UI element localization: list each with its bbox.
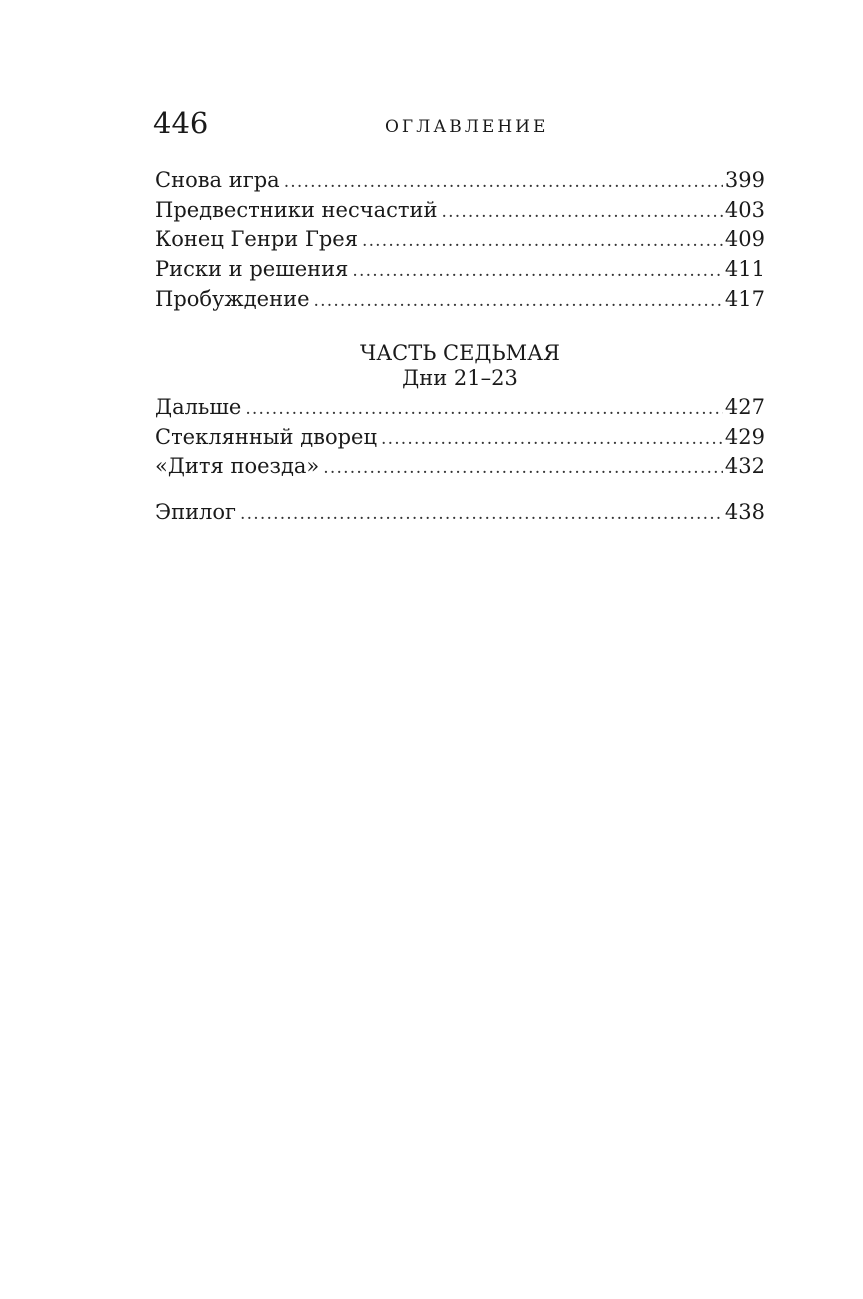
- dot-leader: [240, 500, 723, 530]
- toc-entry: [155, 255, 765, 285]
- toc-entry-page: 409: [724, 227, 765, 252]
- toc-entry: [155, 166, 765, 196]
- toc-entry-page: 438: [724, 500, 765, 524]
- dot-leader: [323, 454, 723, 484]
- toc-entry-page: 411: [724, 257, 765, 282]
- toc-entry-title: Эпилог: [155, 500, 237, 524]
- toc-entry-title: Пробуждение: [155, 286, 310, 311]
- dot-leader: [352, 257, 722, 287]
- toc-list: [155, 166, 765, 314]
- toc-entry: [155, 393, 765, 423]
- toc-entry-page: 429: [724, 424, 765, 449]
- toc-list: [155, 393, 765, 482]
- toc-entry-page: 432: [724, 454, 765, 479]
- dot-leader: [362, 227, 723, 257]
- toc-entry-page: 427: [724, 395, 765, 419]
- toc-entry: [155, 452, 765, 482]
- toc-entry-epilogue: [155, 498, 765, 528]
- toc-entry-title: Конец Генри Грея: [155, 227, 358, 252]
- toc-entry: [155, 285, 765, 315]
- toc-entry-title: «Дитя поезда»: [155, 454, 320, 479]
- running-head: ОГЛАВЛЕНИЕ: [385, 117, 549, 137]
- toc-entry-title: Риски и решения: [155, 257, 349, 282]
- toc-entry-title: Стеклянный дворец: [155, 424, 377, 449]
- part-subtitle: Дни 21–23: [402, 366, 518, 390]
- page-number: 446: [153, 106, 209, 140]
- toc-entry: [155, 196, 765, 226]
- toc-entry-page: 417: [724, 286, 765, 311]
- toc-entry-title: Дальше: [155, 395, 242, 419]
- toc-list: [155, 498, 765, 528]
- part-title: ЧАСТЬ СЕДЬМАЯ: [359, 341, 561, 365]
- dot-leader: [442, 198, 723, 228]
- toc-entry-page: 399: [724, 168, 765, 192]
- toc-entry: [155, 225, 765, 255]
- dot-leader: [381, 425, 723, 455]
- part-heading: [155, 341, 765, 391]
- dot-leader: [245, 395, 723, 425]
- toc-entry-title: Предвестники несчастий: [155, 197, 438, 222]
- toc-entry-page: 403: [724, 197, 765, 222]
- toc-entry-title: Снова игра: [155, 168, 280, 192]
- dot-leader: [284, 168, 723, 198]
- dot-leader: [314, 287, 723, 317]
- toc-entry: [155, 423, 765, 453]
